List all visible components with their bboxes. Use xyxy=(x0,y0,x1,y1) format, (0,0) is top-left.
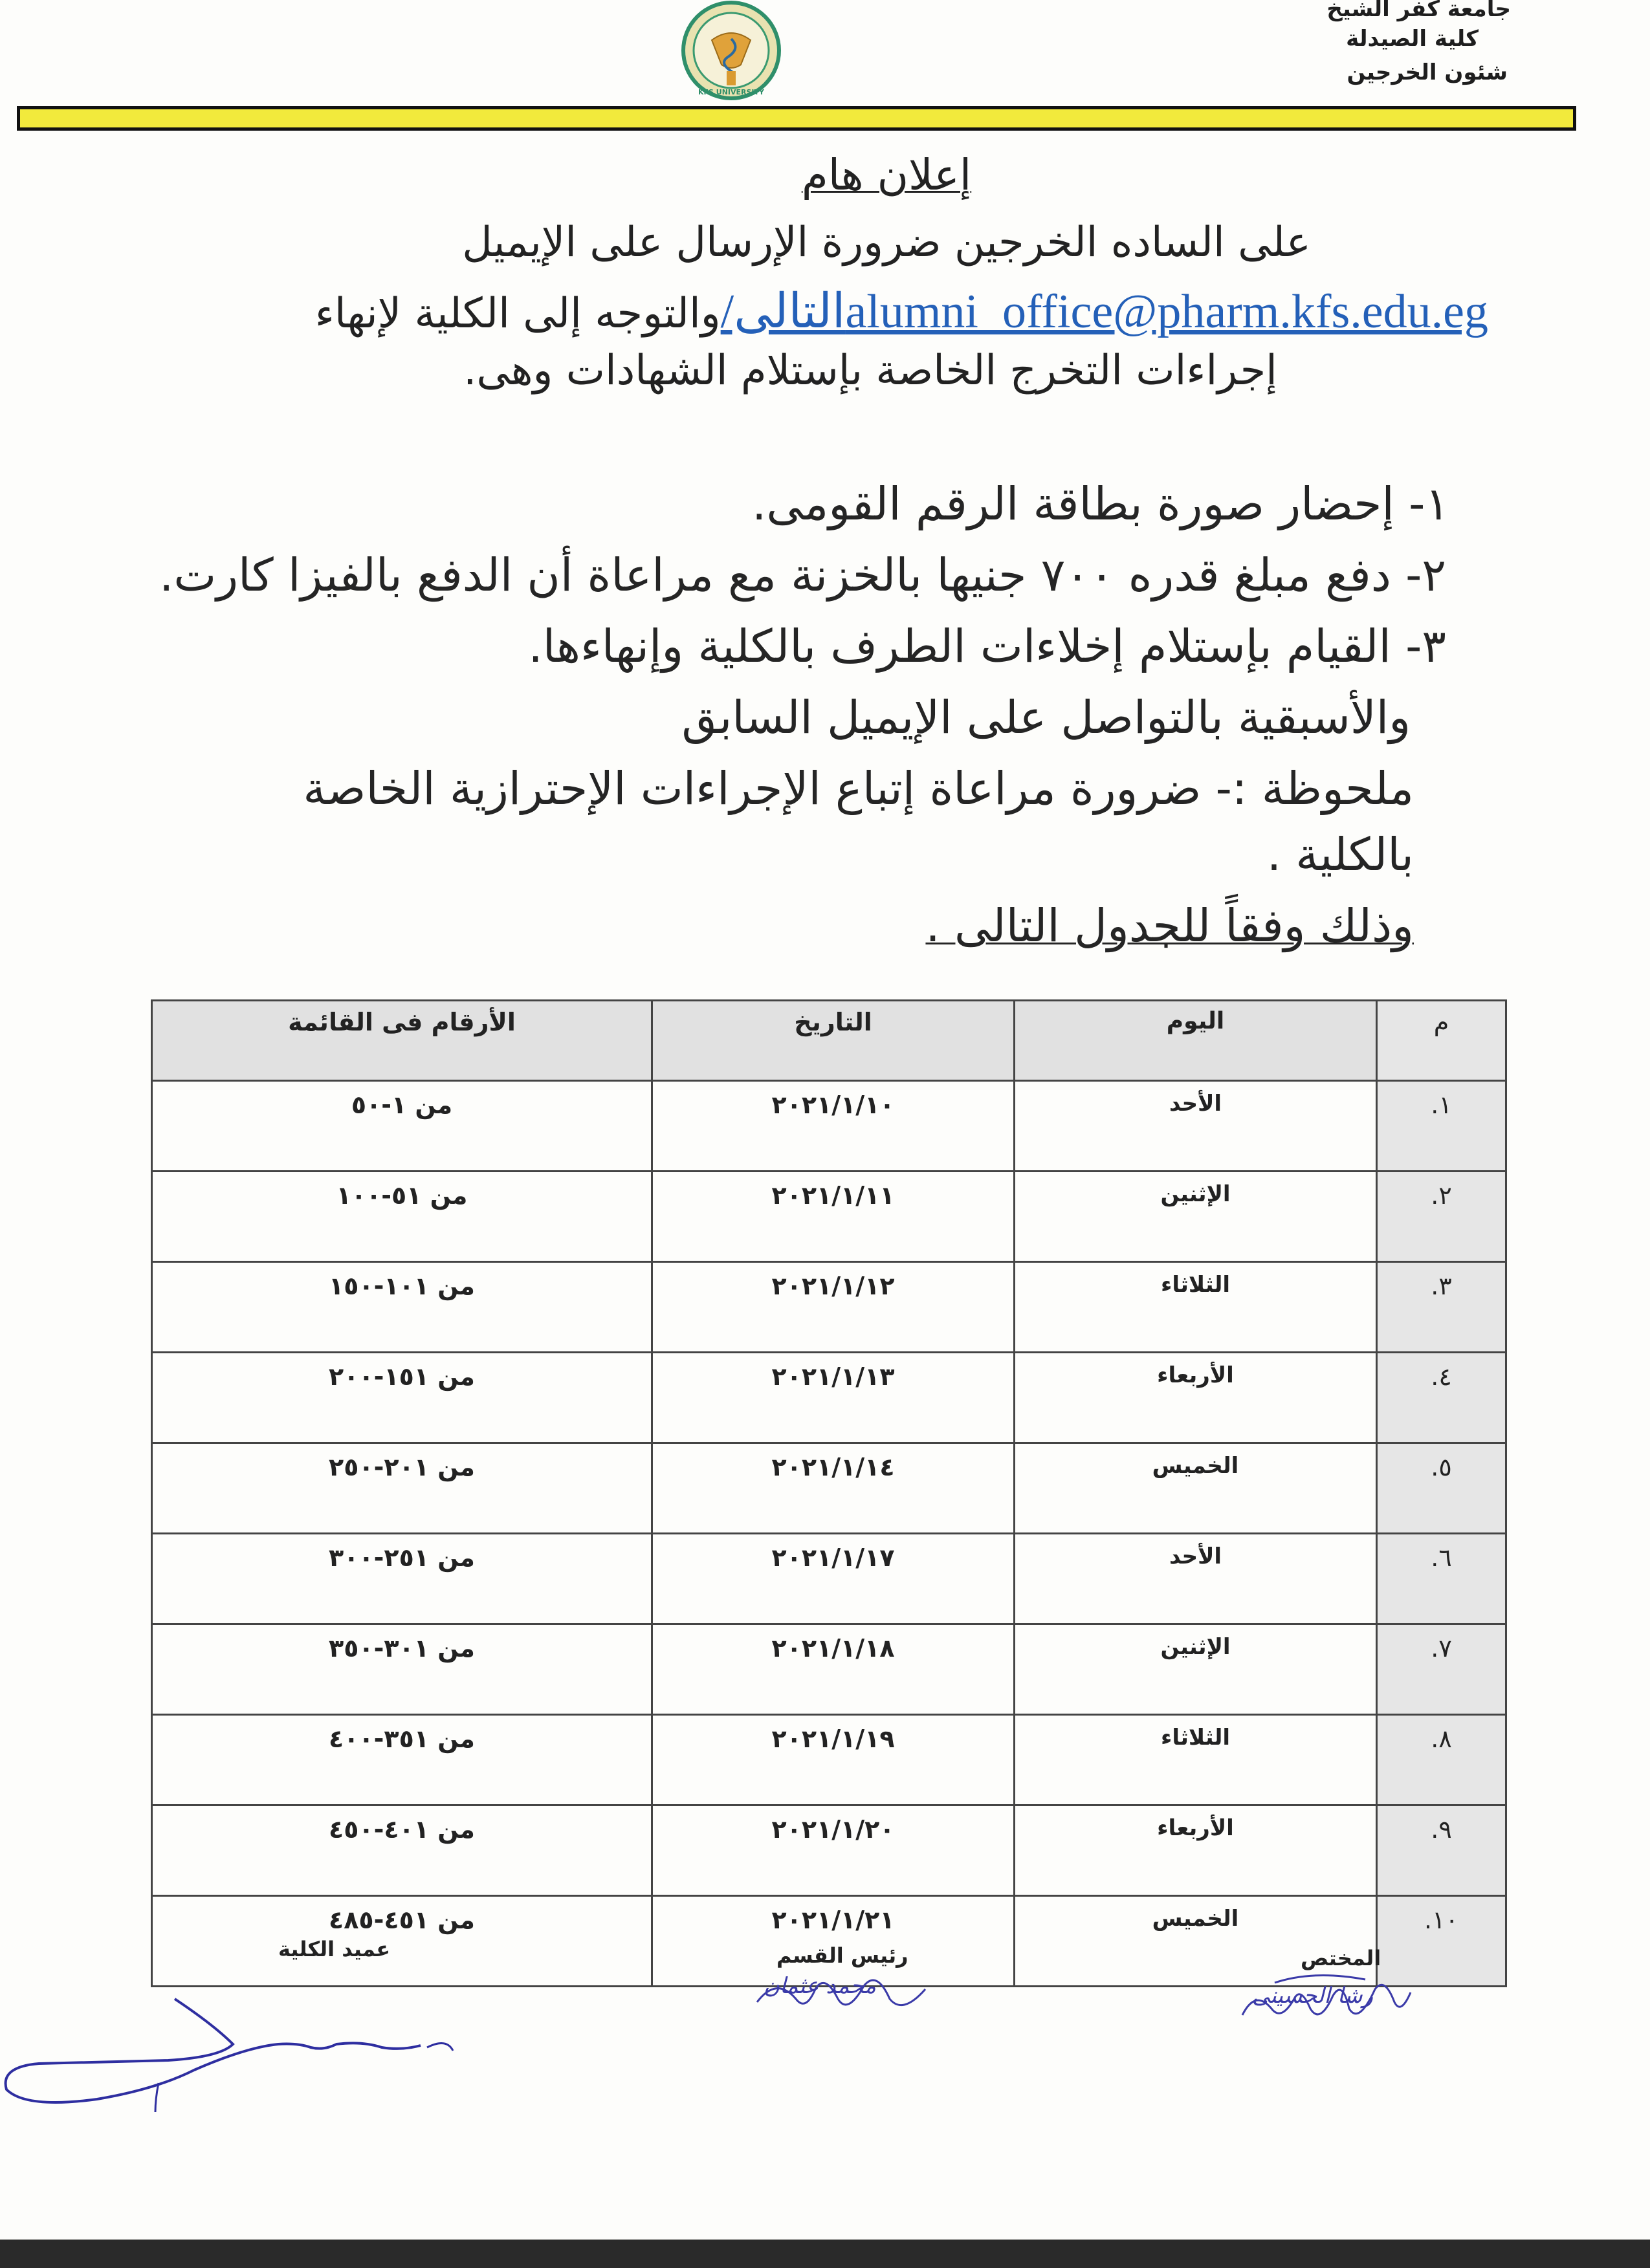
row-date: ٢٠٢١/١/١٢ xyxy=(652,1262,1015,1353)
dean-label: عميد الكلية xyxy=(278,1937,391,1961)
row-num: ١. xyxy=(1377,1081,1506,1172)
schedule-table xyxy=(151,999,1507,1987)
email-link[interactable]: التالى/alumni_office@pharm.kfs.edu.eg xyxy=(720,285,1488,338)
row-range: من ٤٠١-٤٥٠ xyxy=(152,1805,652,1896)
row-day: الخميس xyxy=(1015,1896,1377,1987)
row-day: الأربعاء xyxy=(1015,1805,1377,1896)
scan-edge-band xyxy=(0,2240,1650,2268)
announcement-line-1: على الساده الخرجين ضرورة الإرسال على الإيميل xyxy=(462,219,1311,267)
step-1: ١- إحضار صورة بطاقة الرقم القومى. xyxy=(752,477,1449,530)
row-range: من ٤٥١-٤٨٥ xyxy=(152,1896,652,1987)
announcement-title: إعلان هام xyxy=(801,150,972,200)
row-day: الثلاثاء xyxy=(1015,1262,1377,1353)
faculty-name: كلية الصيدلة xyxy=(1346,26,1479,52)
department-name: شئون الخرجين xyxy=(1347,60,1508,85)
table-row xyxy=(152,1805,1506,1896)
row-day: الإثنين xyxy=(1015,1172,1377,1262)
priority-note: والأسبقية بالتواصل على الإيميل السابق xyxy=(681,691,1411,744)
precaution-note-line-2: بالكلية . xyxy=(1266,828,1414,881)
table-row xyxy=(152,1715,1506,1805)
table-row xyxy=(152,1081,1506,1172)
row-num: ١٠. xyxy=(1377,1896,1506,1987)
row-day: الأحد xyxy=(1015,1534,1377,1624)
table-row xyxy=(152,1443,1506,1534)
announcement-line-2 xyxy=(181,283,1488,340)
row-num: ٢. xyxy=(1377,1172,1506,1262)
row-range: من ٢٥١-٣٠٠ xyxy=(152,1534,652,1624)
row-day: الأحد xyxy=(1015,1081,1377,1172)
row-range: من ١٠١-١٥٠ xyxy=(152,1262,652,1353)
header-date: التاريخ xyxy=(652,1001,1015,1081)
header-num: م xyxy=(1377,1001,1506,1081)
schedule-intro: وذلك وفقاً للجدول التالى . xyxy=(925,899,1414,952)
table-row xyxy=(152,1534,1506,1624)
row-date: ٢٠٢١/١/١٧ xyxy=(652,1534,1015,1624)
table-row xyxy=(152,1262,1506,1353)
department-head-label: رئيس القسم xyxy=(776,1943,908,1968)
row-range: من ٣٥١-٤٠٠ xyxy=(152,1715,652,1805)
row-day: الأربعاء xyxy=(1015,1353,1377,1443)
row-date: ٢٠٢١/١/١٨ xyxy=(652,1624,1015,1715)
step-3: ٣- القيام بإستلام إخلاءات الطرف بالكلية وإنهاءها. xyxy=(528,620,1446,673)
row-range: من ٢٠١-٢٥٠ xyxy=(152,1443,652,1534)
row-range: من ٥١-١٠٠ xyxy=(152,1172,652,1262)
row-day: الخميس xyxy=(1015,1443,1377,1534)
announcement-line-2-suffix: والتوجه إلى الكلية لإنهاء xyxy=(314,290,721,338)
table-row xyxy=(152,1624,1506,1715)
row-date: ٢٠٢١/١/٢٠ xyxy=(652,1805,1015,1896)
row-range: من ١٥١-٢٠٠ xyxy=(152,1353,652,1443)
row-day: الإثنين xyxy=(1015,1624,1377,1715)
step-2: ٢- دفع مبلغ قدره ٧٠٠ جنيها بالخزنة مع مراعاة أن الدفع بالفيزا كارت. xyxy=(159,549,1446,602)
dean-signature xyxy=(0,1986,492,2115)
row-range: من ١-٥٠ xyxy=(152,1081,652,1172)
announcement-line-3: إجراءات التخرج الخاصة بإستلام الشهادات وهى. xyxy=(463,347,1277,395)
table-row xyxy=(152,1172,1506,1262)
row-num: ٧. xyxy=(1377,1624,1506,1715)
row-date: ٢٠٢١/١/١١ xyxy=(652,1172,1015,1262)
row-num: ٦. xyxy=(1377,1534,1506,1624)
row-num: ٨. xyxy=(1377,1715,1506,1805)
officer-name: رشا الحسينى xyxy=(1252,1983,1374,2009)
department-head-name: محمد عثمان xyxy=(764,1973,877,1999)
logo-text: KFS UNIVERSITY xyxy=(698,88,765,96)
row-date: ٢٠٢١/١/١٣ xyxy=(652,1353,1015,1443)
officer-label: المختص xyxy=(1301,1946,1381,1970)
row-range: من ٣٠١-٣٥٠ xyxy=(152,1624,652,1715)
row-day: الثلاثاء xyxy=(1015,1715,1377,1805)
row-num: ٥. xyxy=(1377,1443,1506,1534)
university-logo xyxy=(650,0,812,104)
university-name: جامعة كفر الشيخ xyxy=(1326,0,1511,22)
header-day: اليوم xyxy=(1015,1001,1377,1081)
row-num: ٩. xyxy=(1377,1805,1506,1896)
row-date: ٢٠٢١/١/٢١ xyxy=(652,1896,1015,1987)
row-num: ٣. xyxy=(1377,1262,1506,1353)
table-row xyxy=(152,1353,1506,1443)
row-date: ٢٠٢١/١/١٠ xyxy=(652,1081,1015,1172)
precaution-note-line-1: ملحوظة :- ضرورة مراعاة إتباع الإجراءات الإحترازية الخاصة xyxy=(303,762,1414,815)
header-divider-bar xyxy=(17,106,1576,131)
row-date: ٢٠٢١/١/١٤ xyxy=(652,1443,1015,1534)
row-num: ٤. xyxy=(1377,1353,1506,1443)
header-range: الأرقام فى القائمة xyxy=(152,1001,652,1081)
table-header-row xyxy=(152,1001,1506,1081)
row-date: ٢٠٢١/١/١٩ xyxy=(652,1715,1015,1805)
